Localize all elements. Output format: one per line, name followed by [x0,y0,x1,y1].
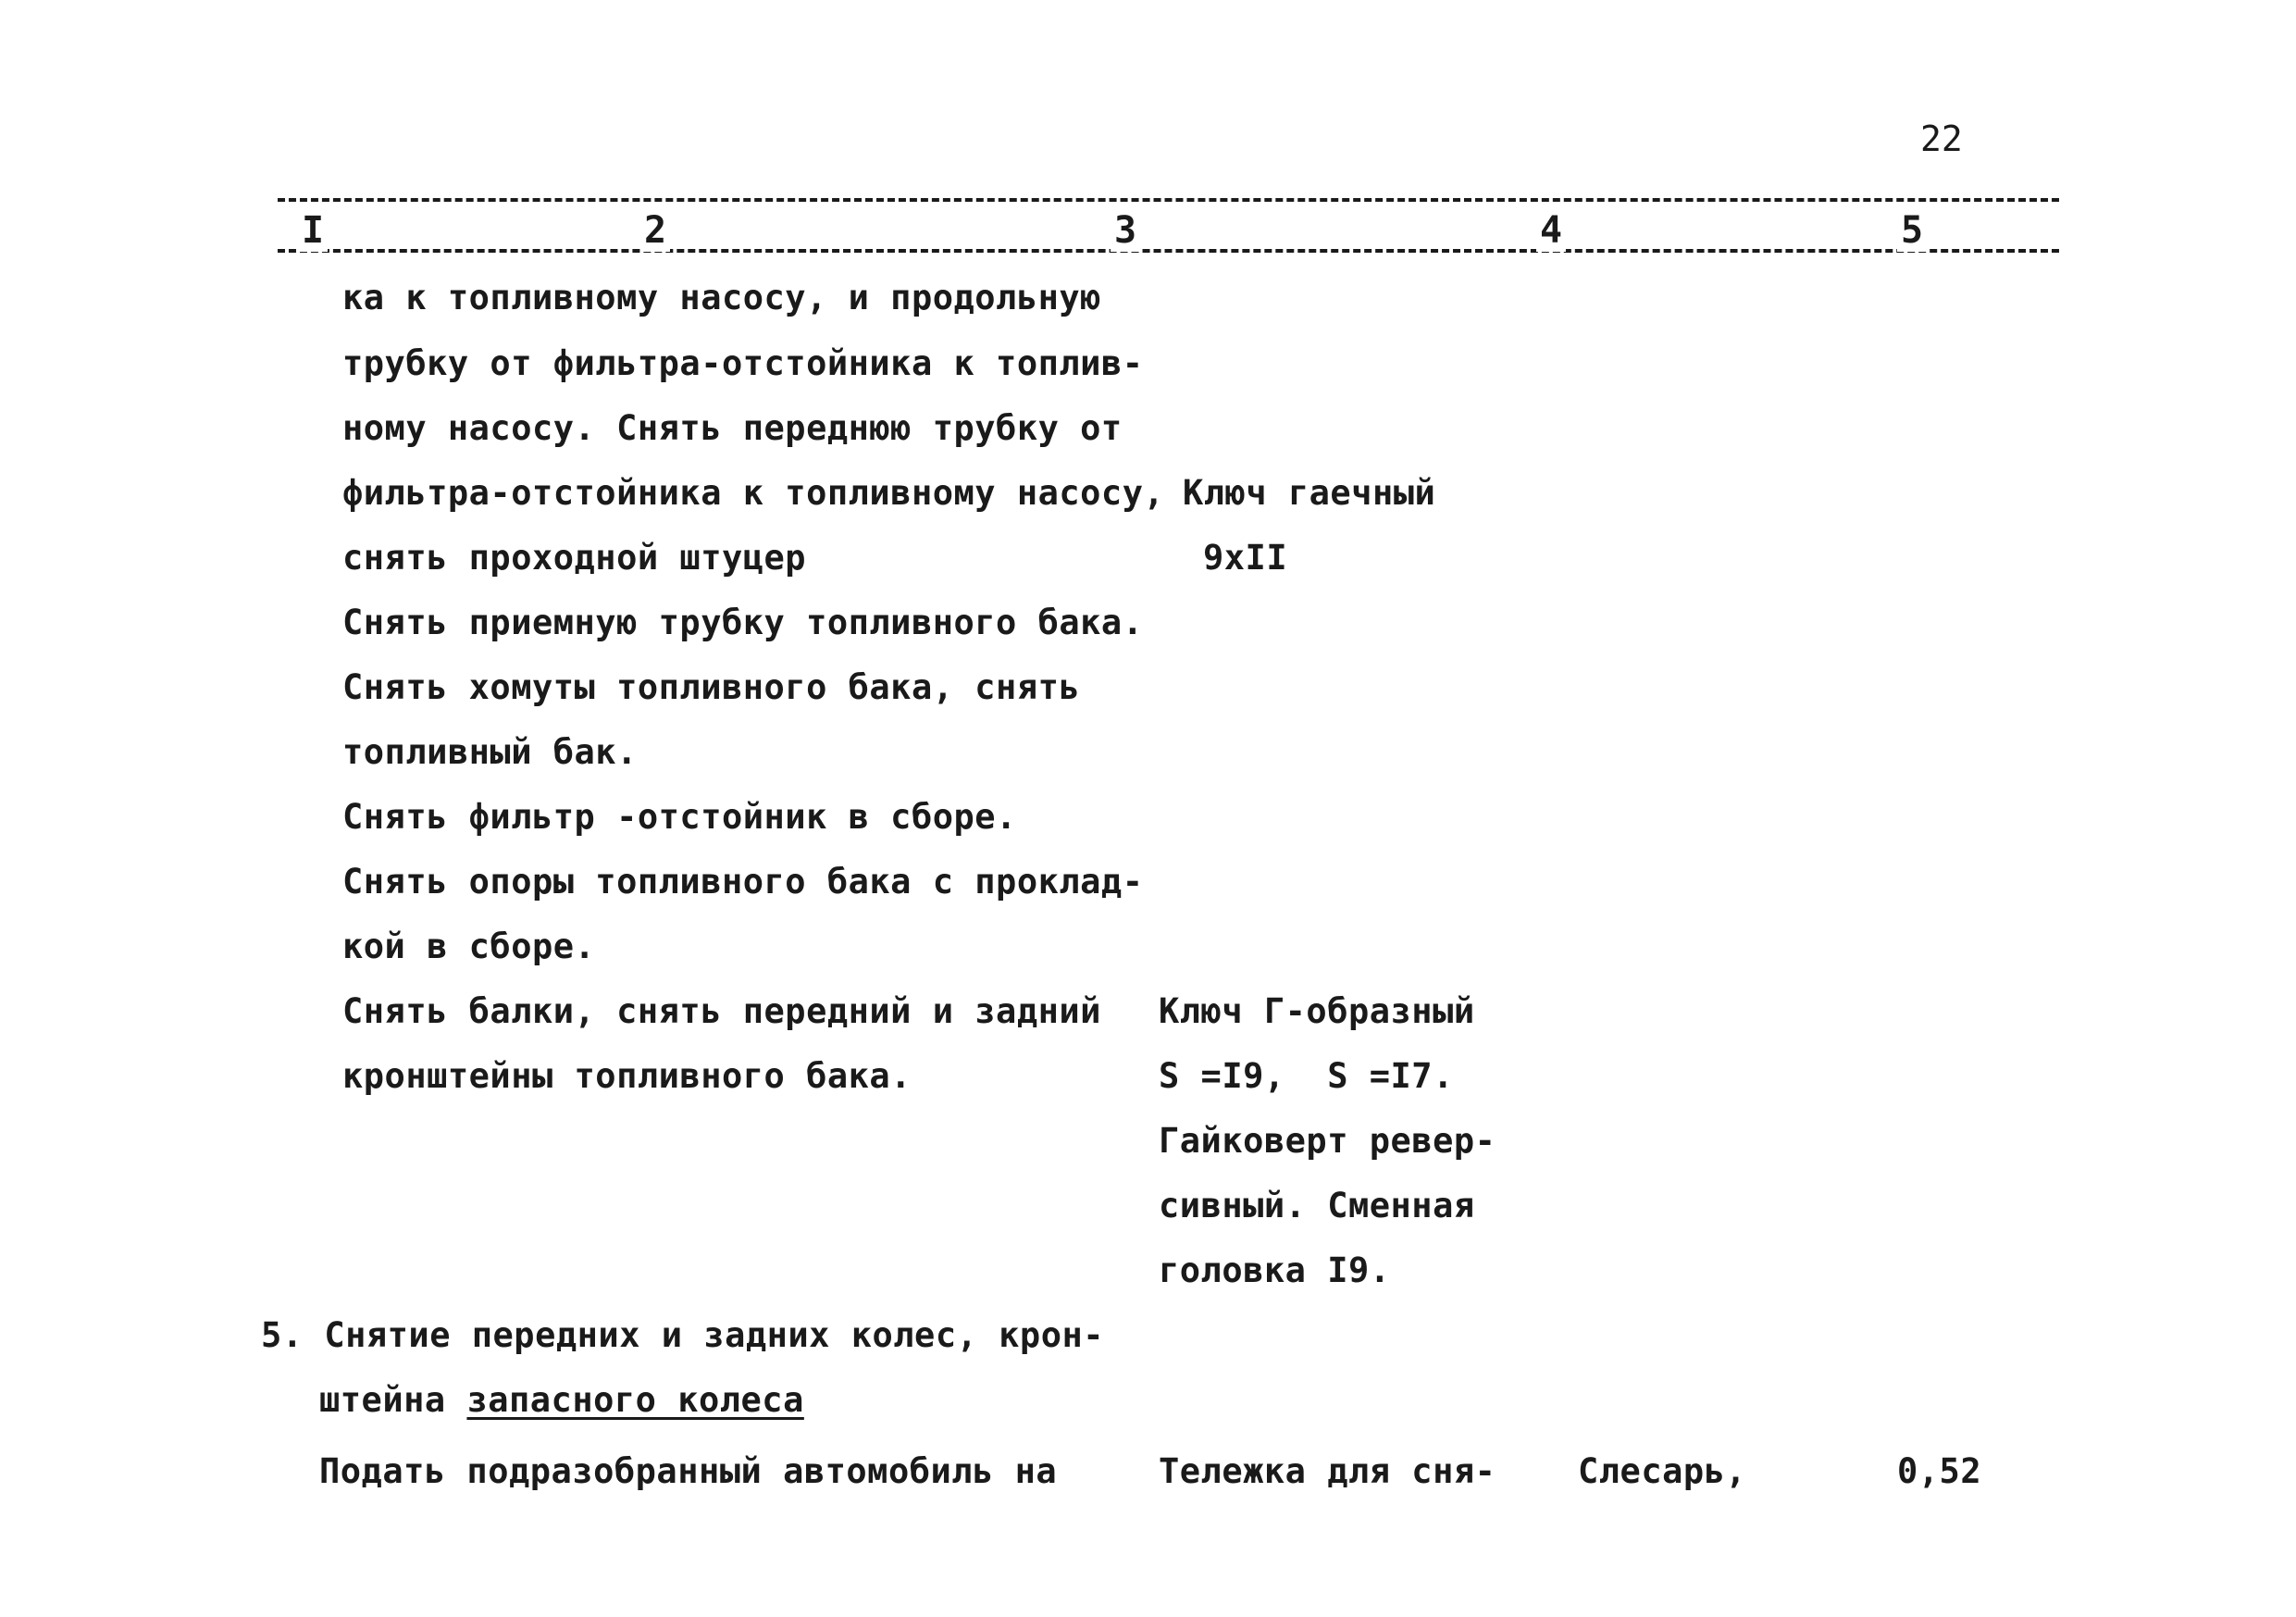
tool-line: 9xII [1203,538,1288,578]
section-5-title-underlined: запасного колеса [466,1380,804,1420]
tool-line: S =I9, S =I7. [1159,1056,1454,1096]
worker-line: Слесарь, [1578,1451,1747,1491]
operation-line: трубку от фильтра-отстойника к топлив- [342,343,1144,383]
column-header-3: 3 [1111,209,1140,252]
section-5-title-prefix: штейна [319,1380,467,1420]
section-5-title: 5. Снятие передних и задних колес, крон- [261,1315,1105,1355]
tool-line: сивный. Сменная [1159,1186,1475,1225]
operation-line: Снять балки, снять передний и задний [342,991,1101,1031]
operation-line: Снять хомуты топливного бака, снять [342,667,1081,707]
column-header-4: 4 [1536,209,1566,252]
time-value: 0,52 [1897,1451,1982,1491]
operation-line: Подать подразобранный автомобиль на [319,1451,1058,1491]
tool-line: Тележка для сня- [1159,1451,1496,1491]
column-header-1: I [298,209,328,252]
header-rule-bottom [278,249,2059,253]
column-header-2: 2 [640,209,670,252]
section-5-title-continued [319,1380,804,1420]
page-number: 22 [1920,118,1963,159]
operation-line: ка к топливному насосу, и продольную [342,278,1101,317]
operation-line: Снять опоры топливного бака с проклад- [342,862,1144,902]
operation-line: ному насосу. Снять переднюю трубку от [342,408,1123,448]
operation-line: снять проходной штуцер [342,538,807,578]
tool-line: головка I9. [1159,1250,1391,1290]
operation-line: Снять фильтр -отстойник в сборе. [342,797,1017,837]
header-rule-top [278,198,2059,202]
operation-line: кронштейны топливного бака. [342,1056,912,1096]
tool-line: Гайковерт ревер- [1159,1121,1496,1161]
operation-line: кой в сборе. [342,927,596,966]
operation-line: фильтра-отстойника к топливному насосу, [342,473,1165,513]
operation-line: топливный бак. [342,732,638,772]
operation-line: Снять приемную трубку топливного бака. [342,603,1144,642]
column-header-5: 5 [1897,209,1927,252]
tool-line: Ключ гаечный [1183,473,1436,513]
tool-line: Ключ Г-образный [1159,991,1475,1031]
